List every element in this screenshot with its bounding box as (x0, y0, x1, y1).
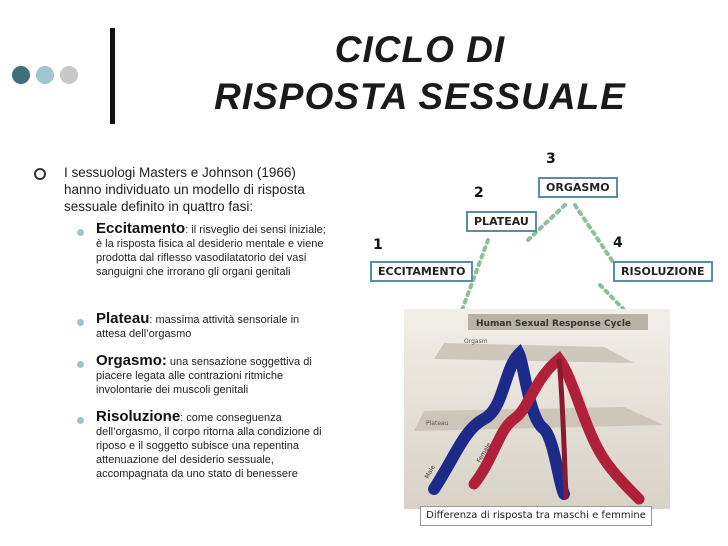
phase-sep: : (180, 412, 184, 424)
stage-number: 3 (546, 151, 556, 167)
phase-desc: come conseguenza dell’orgasmo, il corpo ritorna alla condizione di riposo e il soggetto subisce una repentina attenuazione del desiderio sessuale, accompagnata da uno stato di benessere (96, 412, 322, 480)
phase-sep: : (149, 314, 153, 326)
phase-desc: massima attività sensoriale in attesa dell’orgasmo (96, 314, 300, 340)
label-female: Female (475, 441, 493, 464)
label-male: Male (423, 464, 437, 480)
stage-plateau: PLATEAU (466, 211, 537, 232)
stage-risoluzione: RISOLUZIONE (613, 261, 713, 282)
label-orgasm: Orgasm (464, 338, 488, 345)
phase-name: Risoluzione (96, 408, 181, 425)
phase-desc: il risveglio dei sensi iniziale; è la risposta fisica al desiderio mentale e viene prodotta dal riflesso vasodilatatorio dei vasi sanguigni che irrorano gli organi genitali (96, 224, 326, 278)
response-cycle-illustration (404, 309, 670, 509)
stage-number: 4 (613, 235, 623, 251)
phase-desc: una sensazione soggettiva di piacere legata alle contrazioni ritmiche involontarie dei muscoli genitali (96, 356, 312, 396)
stage-orgasmo: ORGASMO (538, 177, 618, 198)
title-line-1: CICLO DI (334, 29, 506, 70)
title-line-2: RISPOSTA SESSUALE (214, 76, 626, 117)
illustration-caption: Differenza di risposta tra maschi e femmine (420, 506, 652, 526)
stage-number: 2 (474, 185, 484, 201)
connector-3-4 (575, 205, 613, 262)
intro-text: I sessuologi Masters e Johnson (1966) hanno individuato un modello di risposta sessuale definito in quattro fasi: (64, 165, 305, 214)
phase-sep: : (185, 224, 189, 236)
label-plateau: Plateau (426, 420, 449, 427)
phase-name: Orgasmo: (96, 352, 167, 369)
illustration-title: Human Sexual Response Cycle (476, 319, 632, 329)
stage-eccitamento: ECCITAMENTO (370, 261, 473, 282)
phase-name: Plateau (96, 310, 150, 327)
stage-number: 1 (373, 237, 383, 253)
phase-name: Eccitamento (96, 220, 186, 237)
